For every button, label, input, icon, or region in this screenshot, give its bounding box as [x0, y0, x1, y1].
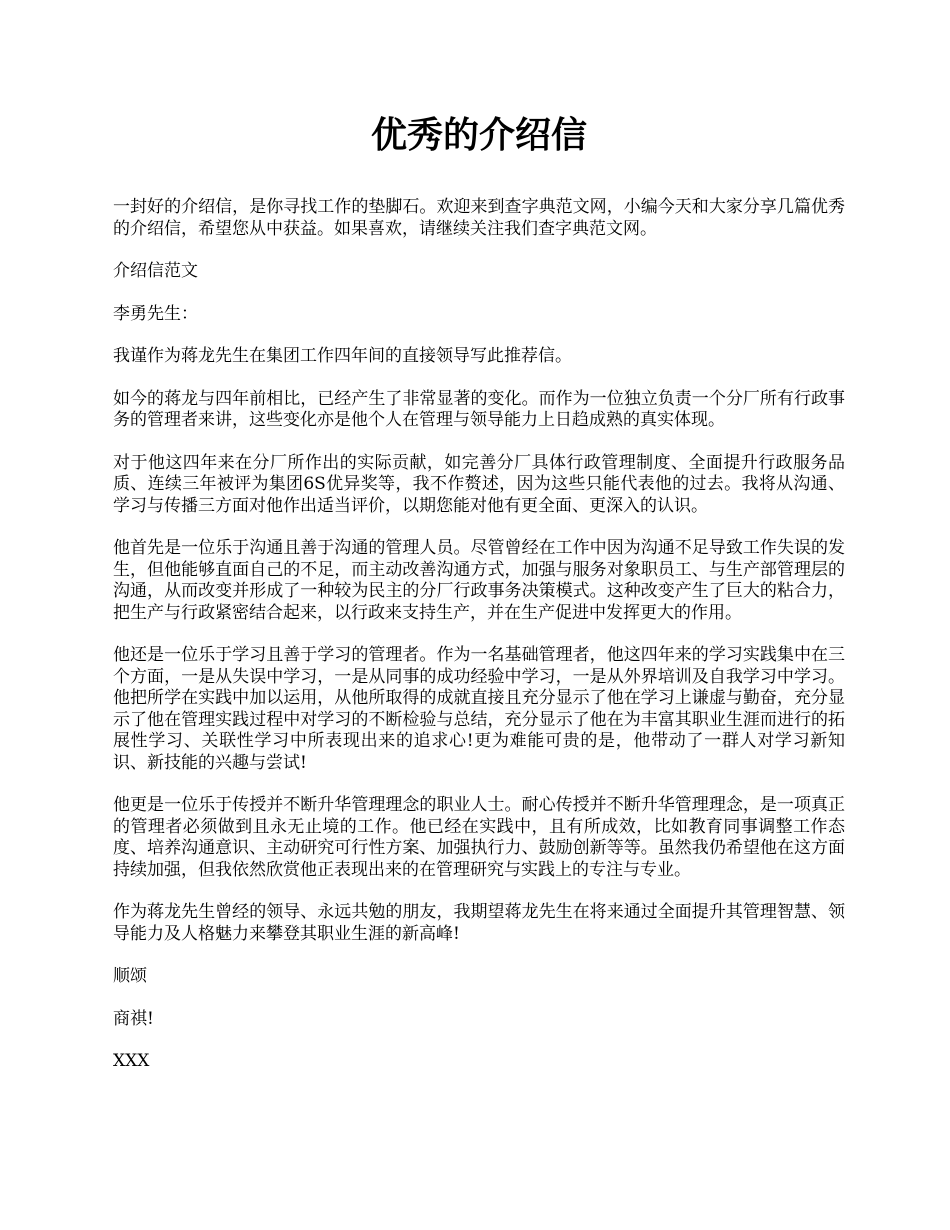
- salutation: 李勇先生：: [113, 303, 198, 324]
- letter-page: [113, 110, 845, 1094]
- body-paragraph: 如今的蒋龙与四年前相比，已经产生了非常显著的变化。而作为一位独立负责一个分厂所有行政事务的管理者来讲，这些变化亦是他个人在管理与领导能力上日趋成熟的真实体现。: [113, 388, 845, 430]
- body-paragraph: 他还是一位乐于学习且善于学习的管理者。作为一名基础管理者，他这四年来的学习实践集中在三个方面，一是从失误中学习，一是从同事的成功经验中学习，一是从外界培训及自我学习中学习。他把所学在实践中加以运用，从他所取得的成就直接且充分显示了他在学习上谦虚与勤奋，充分显示了他在管理实践过程中对学习的不断检验与总结，充分显示了他在为丰富其职业生涯而进行的拓展性学习、关联性学习中所表现出来的追求心!更为难能可贵的是，他带动了一群人对学习新知识、新技能的兴趣与尝试!: [113, 645, 845, 773]
- body-paragraph: 他更是一位乐于传授并不断升华管理理念的职业人士。耐心传授并不断升华管理理念，是一项真正的管理者必须做到且永无止境的工作。他已经在实践中，且有所成效，比如教育同事调整工作态度、培养沟通意识、主动研究可行性方案、加强执行力、鼓励创新等等。虽然我仍希望他在这方面持续加强，但我依然欣赏他正表现出来的在管理研究与实践上的专注与专业。: [113, 795, 845, 880]
- closing-regards: 商祺!: [113, 1008, 154, 1029]
- section-heading: 介绍信范文: [113, 261, 198, 281]
- closing-phrase: 顺颂: [113, 966, 147, 986]
- body-paragraph: 对于他这四年来在分厂所作出的实际贡献，如完善分厂具体行政管理制度、全面提升行政服务品质、连续三年被评为集团6S优异奖等，我不作赘述，因为这些只能代表他的过去。我将从沟通、学习与传播三方面对他作出适当评价，以期您能对他有更全面、更深入的认识。: [113, 452, 845, 516]
- page-title: 优秀的介绍信: [370, 115, 587, 156]
- intro-paragraph: 一封好的介绍信，是你寻找工作的垫脚石。欢迎来到查字典范文网，小编今天和大家分享几篇优秀的介绍信，希望您从中获益。如果喜欢，请继续关注我们查字典范文网。: [113, 197, 845, 239]
- body-paragraph: 他首先是一位乐于沟通且善于沟通的管理人员。尽管曾经在工作中因为沟通不足导致工作失误的发生，但他能够直面自己的不足，而主动改善沟通方式，加强与服务对象职员工、与生产部管理层的沟通，从而改变并形成了一种较为民主的分厂行政事务决策模式。这种改变产生了巨大的粘合力，把生产与行政紧密结合起来，以行政来支持生产，并在生产促进中发挥更大的作用。: [113, 538, 845, 623]
- body-paragraph: 我谨作为蒋龙先生在集团工作四年间的直接领导写此推荐信。: [113, 346, 572, 366]
- signature: XXX: [113, 1051, 150, 1071]
- body-paragraph: 作为蒋龙先生曾经的领导、永远共勉的朋友，我期望蒋龙先生在将来通过全面提升其管理智慧、领导能力及人格魅力来攀登其职业生涯的新高峰!: [113, 902, 845, 944]
